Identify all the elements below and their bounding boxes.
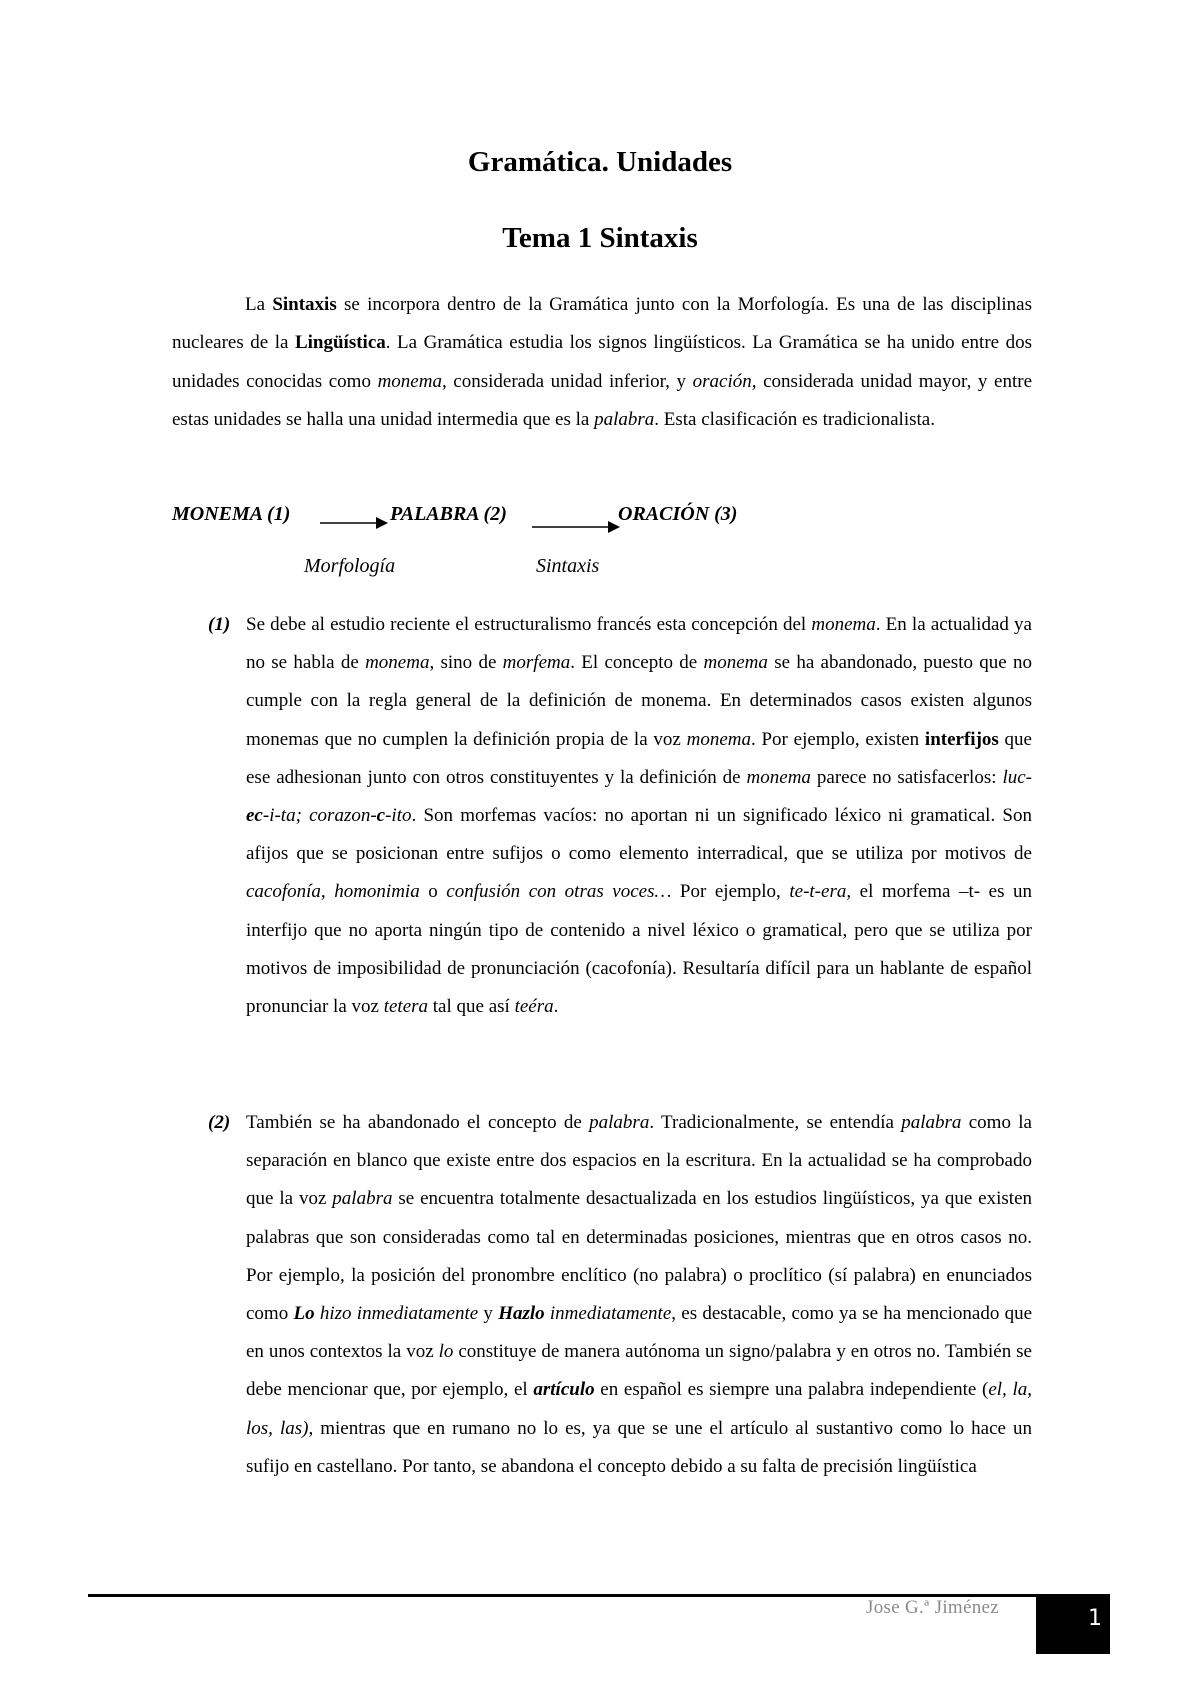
list-item-text: Se debe al estudio reciente el estructuralismo francés esta concepción del monema. En la actualidad ya no se habla de monema, sino de morfema. El concepto de monema se ha abandonado, puesto que no cumple con la regla general de la definición de monema. En determinados casos existen algunos monemas que no cumplen la definición propia de la voz monema. Por ejemplo, existen interfijos que ese adhesionan junto con otros constituyentes y la definición de monema parece no satisfacerlos: luc-ec-i-ta; corazon-c-ito. Son morfemas vacíos: no aportan ni un significado léxico ni gramatical. Son afijos que se posicionan entre sufijos o como elemento interradical, que se utiliza por motivos de cacofonía, homonimia o confusión con otras voces… Por ejemplo, te-t-era, el morfema –t- es un interfijo que no aporta ningún tipo de contenido a nivel léxico o gramatical, pero que se utiliza por motivos de imposibilidad de pronunciación (cacofonía). Resultaría difícil para un hablante de español pronunciar la voz tetera tal que así teéra. [246, 614, 1033, 1018]
intro-paragraph: La Sintaxis se incorpora dentro de la Gramática junto con la Morfología. Es una de las disciplinas nucleares de la Lingüística. La Gramática estudia los signos lingüísticos. La Gramática se ha unido entre dos unidades conocidas como monema, considerada unidad inferior, y oración, considerada unidad mayor, y entre estas unidades se halla una unidad intermedia que es la palabra. Esta clasificación es tradicionalista. [172, 294, 1033, 430]
list-item-2 [208, 1104, 1033, 1486]
footer-author: Jose G.ª Jiménez [866, 1597, 999, 1618]
list-item-number: (2) [208, 1112, 231, 1133]
term-sintaxis: Sintaxis [272, 294, 337, 315]
term-articulo: artículo [533, 1379, 595, 1401]
scheme-monema: MONEMA (1) [172, 503, 291, 525]
document-subtitle: Tema 1 Sintaxis [502, 222, 698, 254]
page-number: 1 [1088, 1606, 1102, 1631]
term-linguistica: Lingüística [294, 332, 386, 354]
units-scheme [172, 497, 1072, 587]
scheme-palabra: PALABRA (2) [390, 503, 507, 525]
scheme-sintaxis-label: Sintaxis [536, 555, 600, 577]
term-interfijos: interfijos [924, 728, 999, 750]
document-title: Gramática. Unidades [467, 146, 733, 178]
arrowhead-1 [376, 517, 388, 529]
scheme-arrows [172, 497, 632, 537]
list-item-text: También se ha abandonado el concepto de palabra. Tradicionalmente, se entendía palabra como la separación en blanco que existe entre dos espacios en la escritura. En la actualidad se ha comprobado que la voz palabra se encuentra totalmente desactualizada en los estudios lingüísticos, ya que existen palabras que son consideradas como tal en determinadas posiciones, mientras que en otros casos no. Por ejemplo, la posición del pronombre enclítico (no palabra) o proclítico (sí palabra) en enunciados como Lo hizo inmediatamente y Hazlo inmediatamente, es destacable, como ya se ha mencionado que en unos contextos la voz lo constituye de manera autónoma un signo/palabra y en otros no. También se debe mencionar que, por ejemplo, el artículo en español es siempre una palabra independiente (el, la, los, las), mientras que en rumano no lo es, ya que se une el artículo al sustantivo como lo hace un sufijo en castellano. Por tanto, se abandona el concepto debido a su falta de precisión lingüística [246, 1112, 1033, 1477]
scheme-morfologia-label: Morfología [304, 555, 396, 577]
list-item-number: (1) [208, 614, 231, 635]
page-number-box [1036, 1594, 1110, 1654]
scheme-oracion: ORACIÓN (3) [618, 503, 738, 525]
arrowhead-2 [608, 521, 620, 533]
list-item-1 [208, 606, 1033, 1026]
